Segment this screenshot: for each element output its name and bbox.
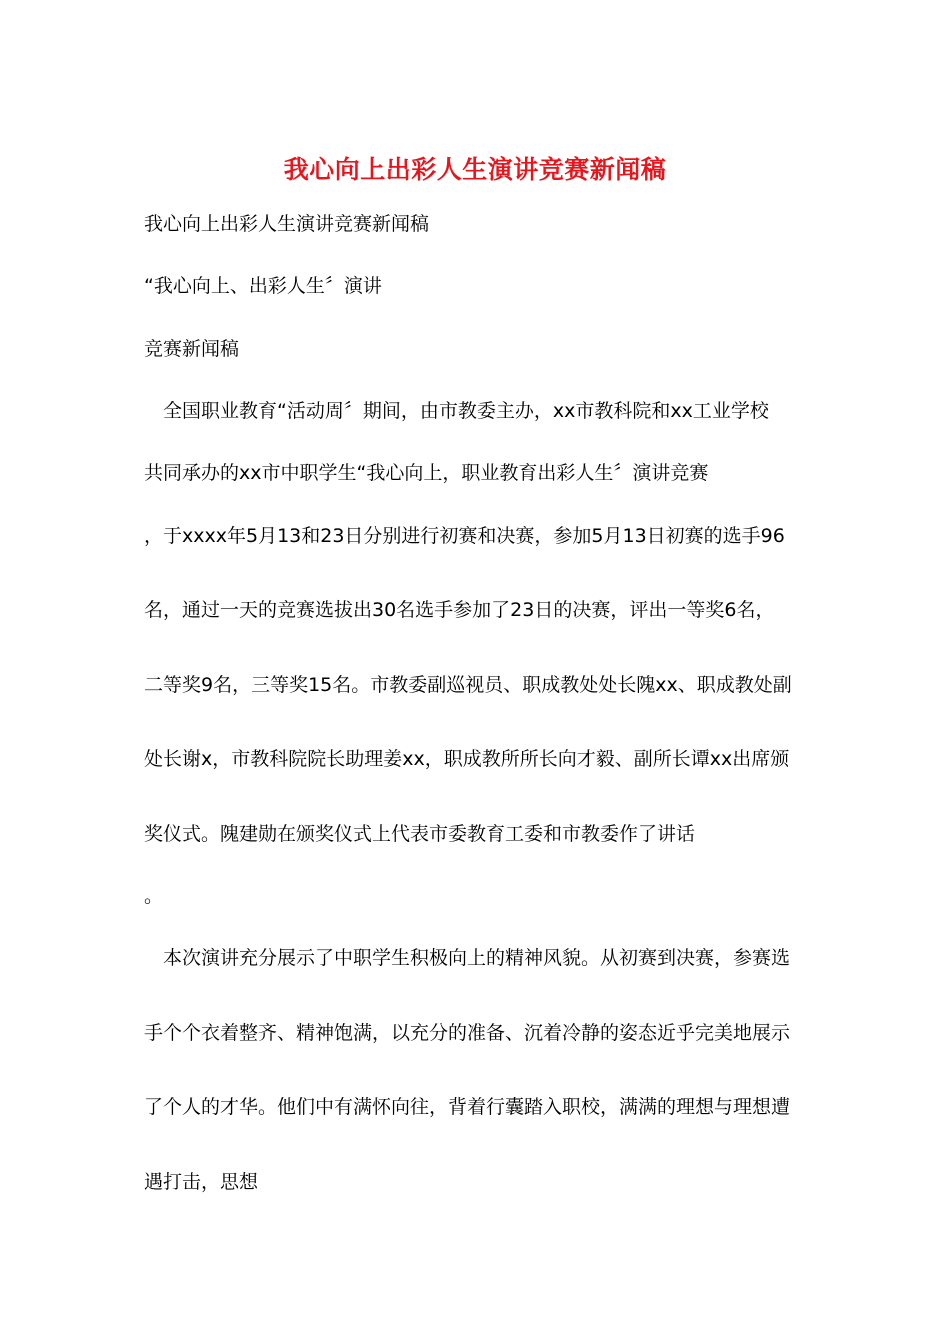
paragraph-line: 。 [144, 885, 164, 907]
paragraph-line: 二等奖9名，三等奖15名。市教委副巡视员、职成教处处长隗xx、职成教处副 [144, 674, 792, 696]
subtitle-line: “我心向上、出彩人生〞演讲 [144, 275, 382, 297]
paragraph-line: 遇打击，思想 [144, 1171, 259, 1193]
paragraph-line: ，于xxxx年5月13和23日分别进行初赛和决赛，参加5月13日初赛的选手96 [144, 525, 785, 547]
paragraph-line: 全国职业教育“活动周〞期间，由市教委主办，xx市教科院和xx工业学校 [144, 400, 769, 422]
paragraph-line: 名，通过一天的竞赛选拔出30名选手参加了23日的决赛，评出一等奖6名， [144, 599, 775, 621]
paragraph-line: 本次演讲充分展示了中职学生积极向上的精神风貌。从初赛到决赛，参赛选 [144, 947, 791, 969]
subtitle-line: 竞赛新闻稿 [144, 338, 240, 360]
paragraph-line: 共同承办的xx市中职学生“我心向上，职业教育出彩人生〞演讲竞赛 [144, 462, 709, 484]
paragraph-line: 了个人的才华。他们中有满怀向往，背着行囊踏入职校，满满的理想与理想遭 [144, 1096, 791, 1118]
paragraph-line: 奖仪式。隗建勋在颁奖仪式上代表市委教育工委和市教委作了讲话 [144, 823, 696, 845]
paragraph-line: 处长谢x，市教科院院长助理姜xx，职成教所所长向才毅、副所长谭xx出席颁 [144, 748, 790, 770]
document-title: 我心向上出彩人生演讲竞赛新闻稿 [283, 155, 667, 184]
subtitle-line: 我心向上出彩人生演讲竞赛新闻稿 [144, 213, 430, 235]
paragraph-line: 手个个衣着整齐、精神饱满，以充分的准备、沉着冷静的姿态近乎完美地展示 [144, 1022, 791, 1044]
